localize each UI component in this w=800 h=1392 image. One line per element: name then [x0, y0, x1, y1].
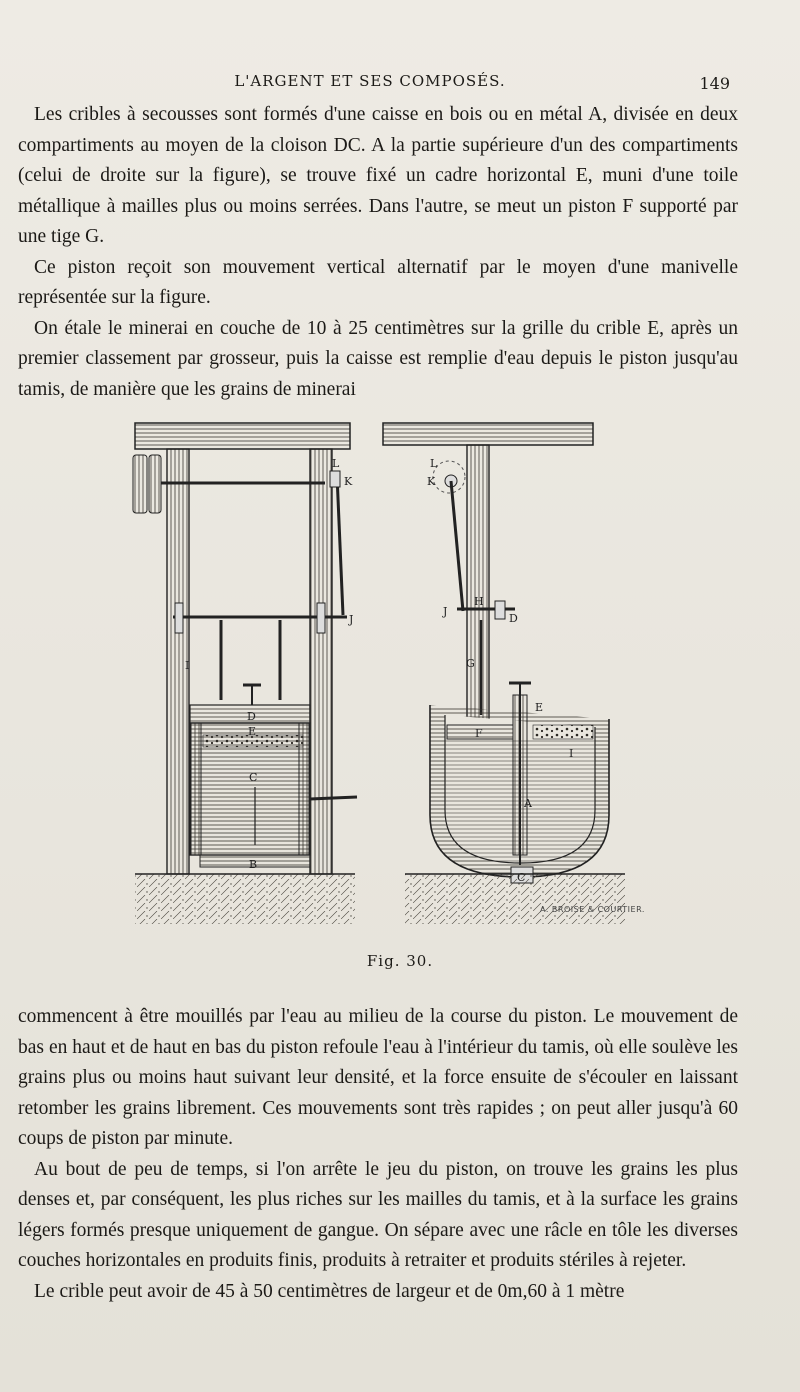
fig-label: F	[475, 727, 483, 740]
section-view	[383, 423, 625, 924]
fig-label: C	[517, 871, 526, 884]
paragraph: On étale le minerai en couche de 10 à 25 centimètres sur la grille du crible E, après un premier classement par grosseur, puis la caisse est remplie d'eau depuis le piston jusqu'au tamis, de manière que les grains de minerai	[18, 317, 738, 400]
fig-label: A	[524, 797, 532, 810]
fig-label: D	[247, 710, 256, 723]
text-block-bottom	[18, 1002, 738, 1307]
paragraph: commencent à être mouillés par l'eau au milieu de la course du piston. Le mouvement de bas en haut et de haut en bas du piston refoule l'eau à l'intérieur du tamis, où elle soulève les grains plus ou moins haut suivant leur densité, et la force ensuite de s'écouler en laissant retomber les grains librement. Ces mouvements sont très rapides ; on peut aller jusqu'à 60 coups de piston par minute.	[18, 1006, 738, 1149]
fig-label: L	[430, 457, 438, 470]
page-number: 149	[699, 74, 730, 93]
fig-label: B	[249, 858, 258, 871]
jigger-engraving	[125, 415, 635, 935]
running-title: L'ARGENT ET SES COMPOSÉS.	[234, 72, 506, 90]
fig-label: I	[569, 747, 574, 760]
fig-label: C	[249, 771, 258, 784]
front-view	[133, 423, 357, 924]
fig-label: I	[185, 659, 190, 672]
paragraph: Le crible peut avoir de 45 à 50 centimètres de largeur et de 0m,60 à 1 mètre	[34, 1280, 625, 1302]
fig-label: E	[535, 701, 544, 714]
fig-label: E	[248, 725, 257, 738]
text-block-top	[18, 100, 738, 405]
fig-label: D	[509, 612, 518, 625]
figure-caption: Fig. 30.	[366, 952, 434, 970]
fig-label: H	[474, 595, 484, 608]
paragraph: Au bout de peu de temps, si l'on arrête le jeu du piston, on trouve les grains les plus denses et, par conséquent, les plus riches sur les mailles du tamis, et à la surface les grains légers formés presque uniquement de gangue. On sépare avec une râcle en tôle les diverses couches horizontales en produits finis, produits à retraiter et produits stériles à rejeter.	[18, 1158, 738, 1271]
running-head	[0, 68, 800, 96]
fig-label: J	[443, 605, 448, 618]
fig-label: K	[344, 475, 353, 488]
fig-label: J	[349, 613, 354, 626]
figure-illustration	[125, 415, 635, 935]
fig-label: K	[427, 475, 436, 488]
paragraph: Ce piston reçoit son mouvement vertical alternatif par le moyen d'une manivelle représentée sur la figure.	[18, 256, 738, 308]
engraver-signature: A. BROISE & COURTIER.	[540, 905, 645, 914]
fig-label: L	[332, 457, 340, 470]
fig-label: G	[466, 657, 475, 670]
paragraph: Les cribles à secousses sont formés d'une caisse en bois ou en métal A, divisée en deux compartiments au moyen de la cloison DC. A la partie supérieure d'un des compartiments (celui de droite sur la figure), se trouve fixé un cadre horizontal E, muni d'une toile métallique à mailles plus ou moins serrées. Dans l'autre, se meut un piston F supporté par une tige G.	[18, 104, 738, 247]
